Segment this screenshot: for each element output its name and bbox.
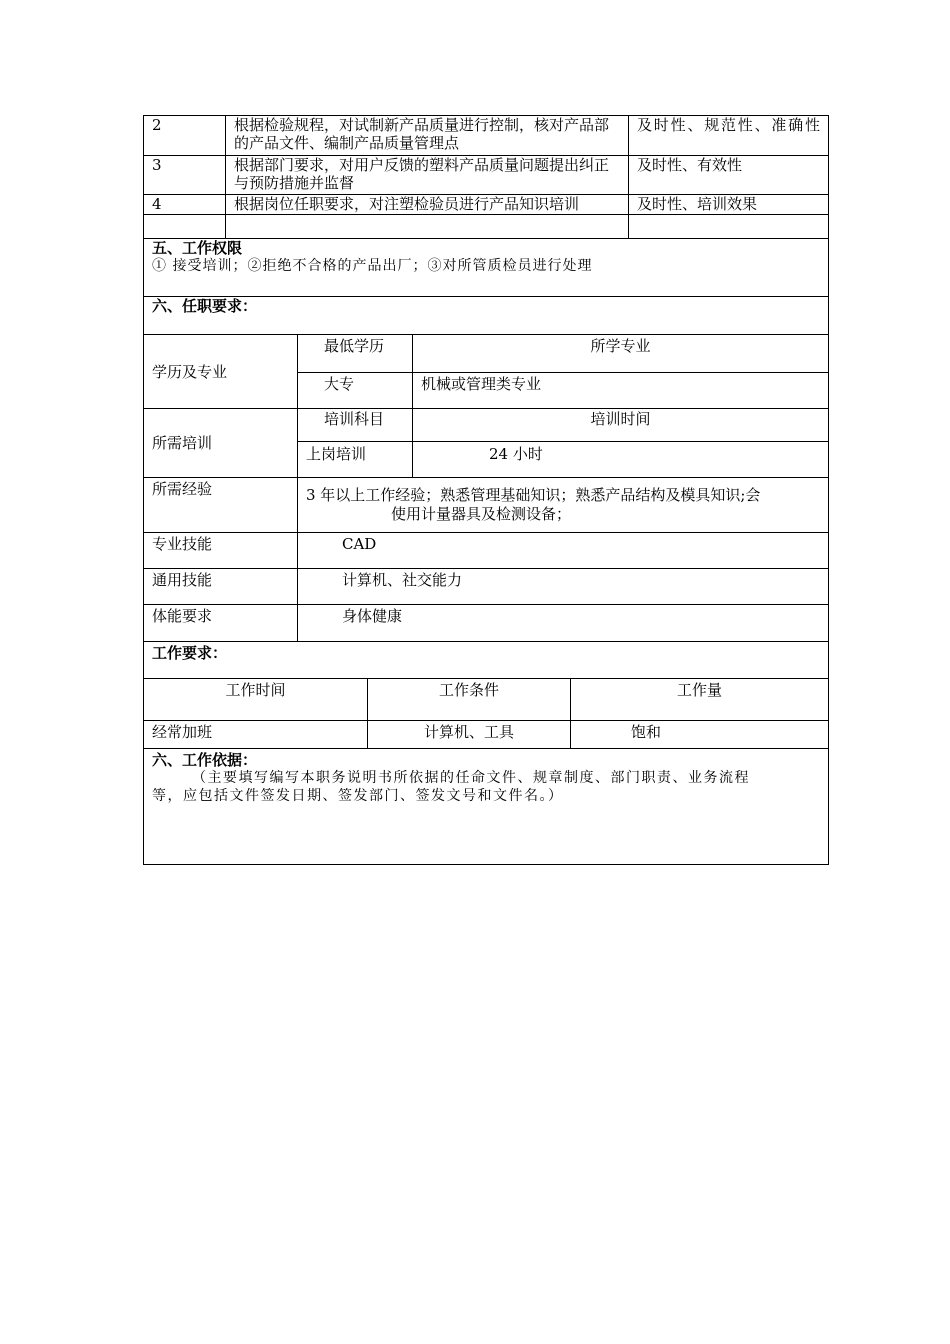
table-row [144, 409, 829, 442]
authority-section [144, 239, 829, 297]
table-row [144, 478, 829, 533]
table-row [144, 156, 829, 195]
table-row [144, 195, 829, 215]
skill-value: CAD [298, 533, 829, 569]
work-time-value: 经常加班 [144, 721, 368, 749]
table-row [144, 116, 829, 156]
work-requirements-table [143, 678, 829, 865]
physical-value: 身体健康 [298, 605, 829, 642]
duty-no: 3 [144, 156, 226, 195]
duty-content: 根据岗位任职要求，对注塑检验员进行产品知识培训 [226, 195, 629, 215]
basis-line1: （主要填写编写本职务说明书所依据的任命文件、规章制度、部门职责、业务流程 [192, 770, 750, 786]
table-row [144, 215, 829, 239]
basis-cell [144, 749, 829, 865]
education-min-value: 大专 [298, 373, 413, 409]
education-min-header: 最低学历 [298, 335, 413, 373]
work-condition-header: 工作条件 [368, 679, 571, 721]
duty-content: 根据部门要求，对用户反馈的塑料产品质量问题提出纠正与预防措施并监督 [226, 156, 629, 195]
duty-standard: 及时性、培训效果 [629, 195, 829, 215]
qualifications-table [143, 334, 829, 679]
training-subject-header: 培训科目 [298, 409, 413, 442]
basis-title: 六、工作依据： [152, 751, 258, 769]
duties-table [143, 115, 829, 335]
table-row [144, 569, 829, 605]
empty-cell [629, 215, 829, 239]
table-row [144, 335, 829, 373]
experience-value [298, 478, 829, 533]
experience-line2: 使用计量器具及检测设备； [391, 505, 572, 523]
duty-no: 2 [144, 116, 226, 156]
work-requirements-title: 工作要求： [144, 642, 829, 679]
duty-content: 根据检验规程，对试制新产品质量进行控制，核对产品部的产品文件、编制产品质量管理点 [226, 116, 629, 156]
work-time-header: 工作时间 [144, 679, 368, 721]
job-description-document [143, 115, 828, 865]
training-time-value: 24 小时 [413, 442, 829, 478]
duty-standard: 及时性、有效性 [629, 156, 829, 195]
skill-label: 专业技能 [144, 533, 298, 569]
education-major-value: 机械或管理类专业 [413, 373, 829, 409]
workload-header: 工作量 [571, 679, 829, 721]
general-skill-value: 计算机、社交能力 [298, 569, 829, 605]
table-row [144, 679, 829, 721]
table-row [144, 749, 829, 865]
duty-standard: 及时性、规范性、准确性 [629, 116, 829, 156]
authority-text: ① 接受培训；②拒绝不合格的产品出厂；③对所管质检员进行处理 [152, 258, 593, 274]
workload-value: 饱和 [571, 721, 829, 749]
experience-label: 所需经验 [144, 478, 298, 533]
table-row [144, 642, 829, 679]
empty-cell [144, 215, 226, 239]
training-subject-value: 上岗培训 [298, 442, 413, 478]
physical-label: 体能要求 [144, 605, 298, 642]
education-label: 学历及专业 [144, 335, 298, 409]
table-row [144, 533, 829, 569]
training-time-header: 培训时间 [413, 409, 829, 442]
empty-cell [226, 215, 629, 239]
basis-line2: 等，应包括文件签发日期、签发部门、签发文号和文件名。） [152, 788, 564, 804]
table-row [144, 721, 829, 749]
authority-title: 五、工作权限 [152, 239, 243, 257]
education-major-header: 所学专业 [413, 335, 829, 373]
table-row [144, 605, 829, 642]
qualifications-title-row [144, 297, 829, 335]
general-skill-label: 通用技能 [144, 569, 298, 605]
qualifications-title: 六、任职要求： [144, 297, 829, 335]
experience-line1: 3 年以上工作经验；熟悉管理基础知识；熟悉产品结构及模具知识;会 [306, 486, 761, 504]
training-label: 所需培训 [144, 409, 298, 478]
authority-cell [144, 239, 829, 297]
duty-no: 4 [144, 195, 226, 215]
work-condition-value: 计算机、工具 [368, 721, 571, 749]
